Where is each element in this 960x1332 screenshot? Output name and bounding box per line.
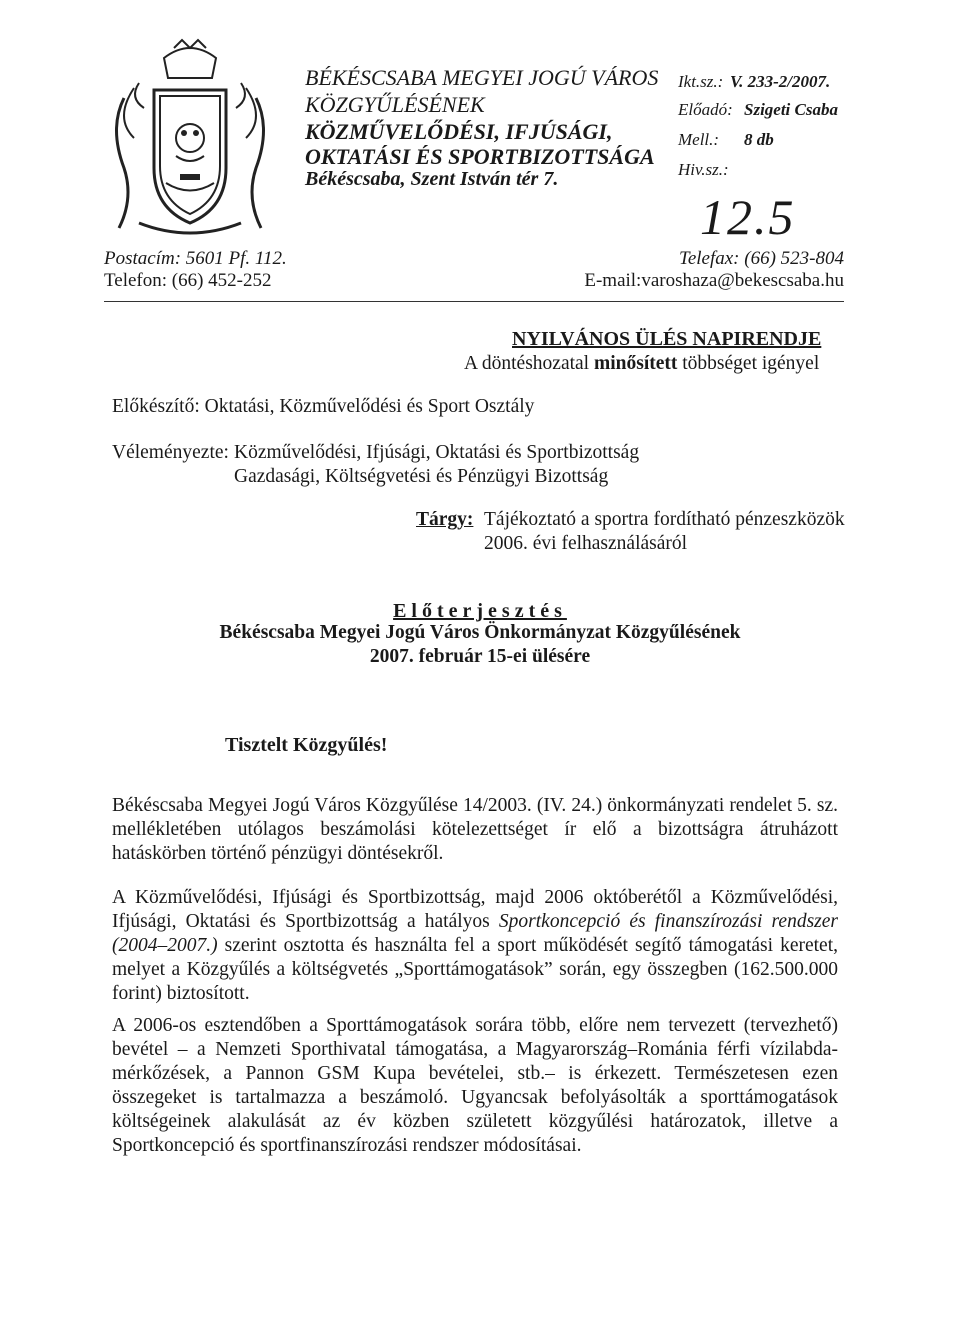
body-paragraph-2-part-a: A Közművelődési, Ifjúsági és Sportbizottság, majd 2006 októberétől a Közművelődési, Ifjúsági, Oktatási és Sportbizottság a hatályos xyxy=(112,887,838,932)
body-paragraph-3: A 2006-os esztendőben a Sporttámogatások sorára több, előre nem tervezett (tervezhető) bevétel – a Nemzeti Sporthivatal támogatása, a Magyarország–Románia férfi vízilabda-mérkőzések, a Pannon GSM Kupa bevételei, stb.– is érkezett. Természetesen ezen összegeket is tartalmazza a beszámoló. Ugyancsak befolyásolták a sporttámogatások költségeinek alakulását az év közben született közgyűlési határozatok, illetve a Sportkoncepció és sportfinanszírozási rendszer módosításai. xyxy=(112,1015,838,1156)
reference-number-label: Ikt.sz.: xyxy=(678,72,724,91)
fax: Telefax: (66) 523-804 xyxy=(679,248,844,269)
related-number xyxy=(678,160,729,180)
handwritten-number: 12.5 xyxy=(700,189,796,245)
subject-line-1: Tájékoztató a sportra fordítható pénzeszközök xyxy=(484,509,845,530)
phone: Telefon: (66) 452-252 xyxy=(104,270,272,291)
committee-name-line-2: OKTATÁSI ÉS SPORTBIZOTTSÁGA xyxy=(305,144,655,169)
attachments xyxy=(678,130,774,150)
institution-name-line-2: KÖZGYŰLÉSÉNEK xyxy=(305,92,485,117)
coat-of-arms-emblem xyxy=(104,38,276,248)
presenter xyxy=(678,100,838,120)
proposal-line-1: Békéscsaba Megyei Jogú Város Önkormányzat Közgyűlésének xyxy=(219,622,741,643)
institution-address: Békéscsaba, Szent István tér 7. xyxy=(305,168,559,190)
reviewed-by-line-2: Gazdasági, Költségvetési és Pénzügyi Bizottság xyxy=(234,466,609,487)
email: E-mail:varoshaza@bekescsaba.hu xyxy=(584,270,844,291)
agenda-note-bold: minősített xyxy=(593,353,678,374)
body-paragraph-2-part-b: szerint osztotta és használta fel a sport működését segítő támogatási keretet, melyet a Közgyűlés a költségvetés „Sporttámogatások” során, egy összegben (162.500.000 forint) biztosított. xyxy=(112,935,838,1004)
body-paragraph-2 xyxy=(112,886,838,1006)
presenter-label: Előadó: xyxy=(678,100,733,119)
proposal-line-2: 2007. február 15-ei ülésére xyxy=(369,646,591,667)
reviewed-by-label: Véleményezte: xyxy=(112,442,229,463)
agenda-note xyxy=(464,353,819,375)
agenda-note-prefix: A döntéshozatal xyxy=(464,353,594,374)
postal-address: Postacím: 5601 Pf. 112. xyxy=(104,248,287,269)
related-number-label: Hiv.sz.: xyxy=(678,160,729,179)
committee-name-line-1: KÖZMŰVELŐDÉSI, IFJÚSÁGI, xyxy=(305,119,613,144)
reviewed-by-line-1: Közművelődési, Ifjúsági, Oktatási és Sportbizottság xyxy=(234,442,640,463)
proposal-title: Előterjesztés xyxy=(393,600,567,622)
institution-name-line-1: BÉKÉSCSABA MEGYEI JOGÚ VÁROS xyxy=(305,65,659,90)
presenter-value: Szigeti Csaba xyxy=(744,100,838,119)
attachments-label: Mell.: xyxy=(678,130,720,149)
attachments-value: 8 db xyxy=(744,130,774,149)
agenda-note-suffix: többséget igényel xyxy=(677,353,820,374)
subject-label: Tárgy: xyxy=(416,509,474,530)
salutation: Tisztelt Közgyűlés! xyxy=(225,734,388,756)
agenda-title: NYILVÁNOS ÜLÉS NAPIRENDJE xyxy=(512,328,822,350)
header-divider xyxy=(104,301,844,302)
prepared-by: Előkészítő: Oktatási, Közművelődési és Sport Osztály xyxy=(112,396,535,417)
reference-number-value: V. 233-2/2007. xyxy=(730,72,831,91)
body-paragraph-2-italic: Sportkoncepció és finanszírozási rendszer (2004–2007.) xyxy=(112,911,838,956)
reference-number xyxy=(678,72,831,92)
body-paragraph-1: Békéscsaba Megyei Jogú Város Közgyűlése 14/2003. (IV. 24.) önkormányzati rendelet 5. sz. mellékletében utólagos beszámolási kötelezettséget ír elő a bizottságra átruházott hatáskörben történő pénzügyi döntésekről. xyxy=(112,795,838,864)
subject-line-2: 2006. évi felhasználásáról xyxy=(484,533,688,554)
